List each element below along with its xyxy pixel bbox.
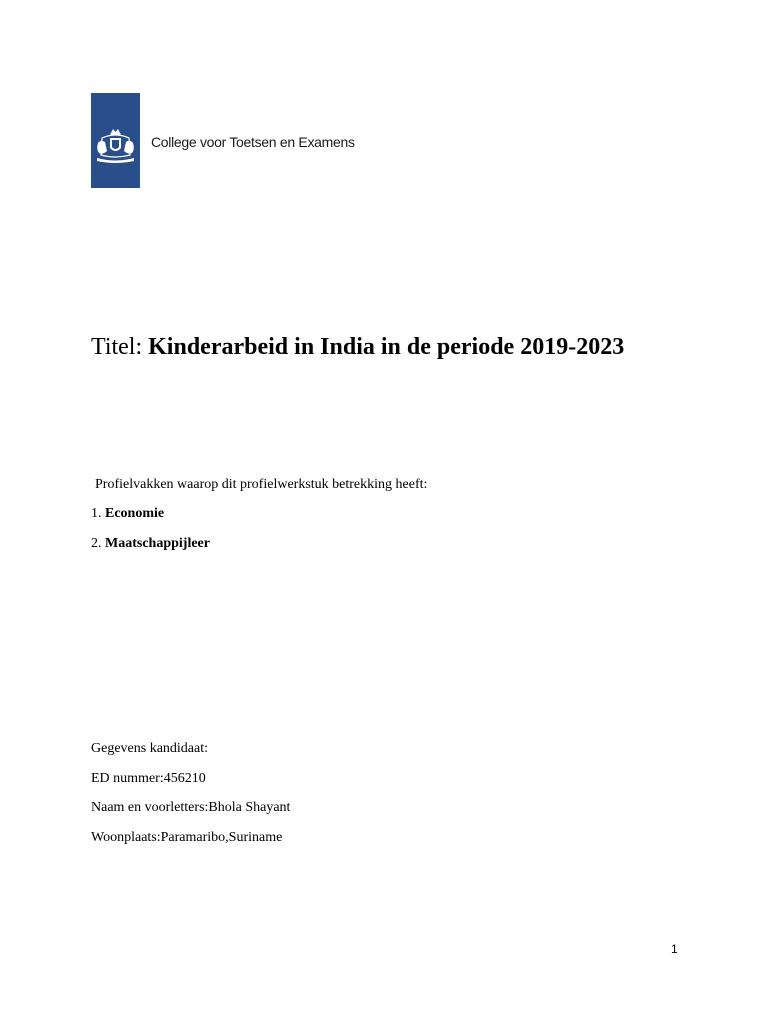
title-label: Titel: [91, 334, 143, 360]
subject-name: Economie [105, 506, 165, 521]
document-title [91, 334, 624, 361]
organization-name: College voor Toetsen en Examens [151, 134, 355, 150]
candidate-ed-number: ED nummer:456210 [91, 771, 206, 786]
candidate-name: Naam en voorletters:Bhola Shayant [91, 800, 291, 815]
profile-intro: Profielvakken waarop dit profielwerkstuk betrekking heeft: [95, 477, 428, 492]
page-number: 1 [671, 942, 678, 956]
subject-item [91, 506, 164, 522]
subject-item [91, 536, 210, 552]
candidate-residence: Woonplaats:Paramaribo,Suriname [91, 830, 283, 845]
title-value: Kinderarbeid in India in de periode 2019-2023 [148, 334, 625, 360]
candidate-heading: Gegevens kandidaat: [91, 741, 209, 756]
subject-number: 1. [91, 506, 102, 521]
coat-of-arms-icon [94, 129, 137, 165]
subject-name: Maatschappijleer [105, 536, 210, 551]
subject-number: 2. [91, 536, 102, 551]
logo-block [91, 93, 140, 188]
